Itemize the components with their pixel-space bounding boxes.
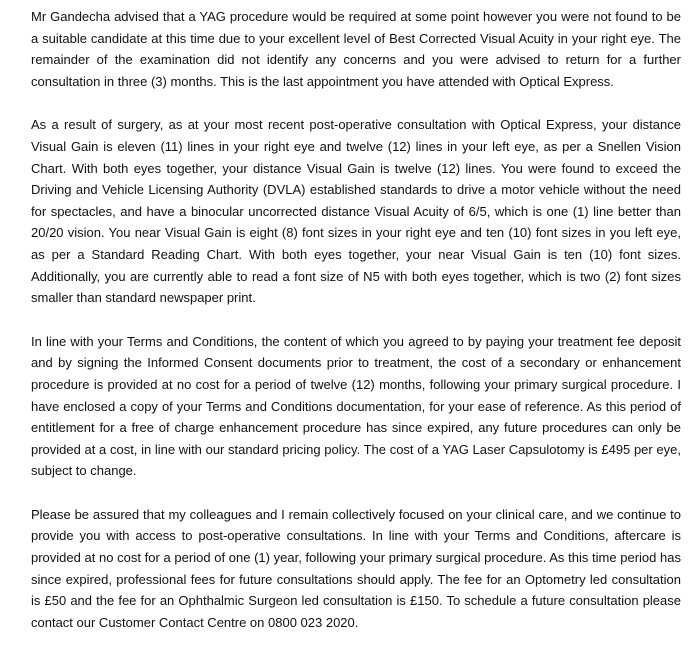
paragraph-aftercare-fees: Please be assured that my colleagues and I remain collectively focused on your clinical care, and we continue to provide you with access to post-operative consultations. In line with your Terms and Conditions, aftercare is provided at no cost for a period of one (1) year, following your primary surgical procedure. As this time period has since expired, professional fees for future consultations should apply. The fee for an Optometry led consultation is £50 and the fee for an Ophthalmic Surgeon led consultation is £150. To schedule a future consultation please contact our Customer Contact Centre on 0800 023 2020. xyxy=(31,506,681,630)
paragraph-terms-enhancement: In line with your Terms and Conditions, the content of which you agreed to by paying your treatment fee deposit and by signing the Informed Consent documents prior to treatment, the cost of a secondary or enhancement procedure is provided at no cost for a period of twelve (12) months, following your primary surgical procedure. I have enclosed a copy of your Terms and Conditions documentation, for your ease of reference. As this period of entitlement for a free of charge enhancement procedure has since expired, any future procedures can only be provided at a cost, in line with our standard pricing policy. The cost of a YAG Laser Capsulotomy is £495 per eye, subject to change. xyxy=(31,333,681,479)
letter-body xyxy=(31,6,681,655)
paragraph-visual-gain: As a result of surgery, as at your most recent post-operative consultation with Optical Express, your distance Visual Gain is eleven (11) lines in your right eye and twelve (12) lines in your left eye, as per a Snellen Vision Chart. With both eyes together, your distance Visual Gain is twelve (12) lines. You were found to exceed the Driving and Vehicle Licensing Authority (DVLA) established standards to drive a motor vehicle without the need for spectacles, and have a binocular uncorrected distance Visual Acuity of 6/5, which is one (1) line better than 20/20 vision. You near Visual Gain is eight (8) font sizes in your right eye and ten (10) font sizes in you left eye, as per a Standard Reading Chart. With both eyes together, your near Visual Gain is ten (10) font sizes. Additionally, you are currently able to read a font size of N5 with both eyes together, which is two (2) font sizes smaller than standard newspaper print. xyxy=(31,117,681,306)
paragraph-yag-assessment: Mr Gandecha advised that a YAG procedure would be required at some point however you were not found to be a suitable candidate at this time due to your excellent level of Best Corrected Visual Acuity in your right eye. The remainder of the examination did not identify any concerns and you were advised to return for a further consultation in three (3) months. This is the last appointment you have attended with Optical Express. xyxy=(31,9,681,89)
